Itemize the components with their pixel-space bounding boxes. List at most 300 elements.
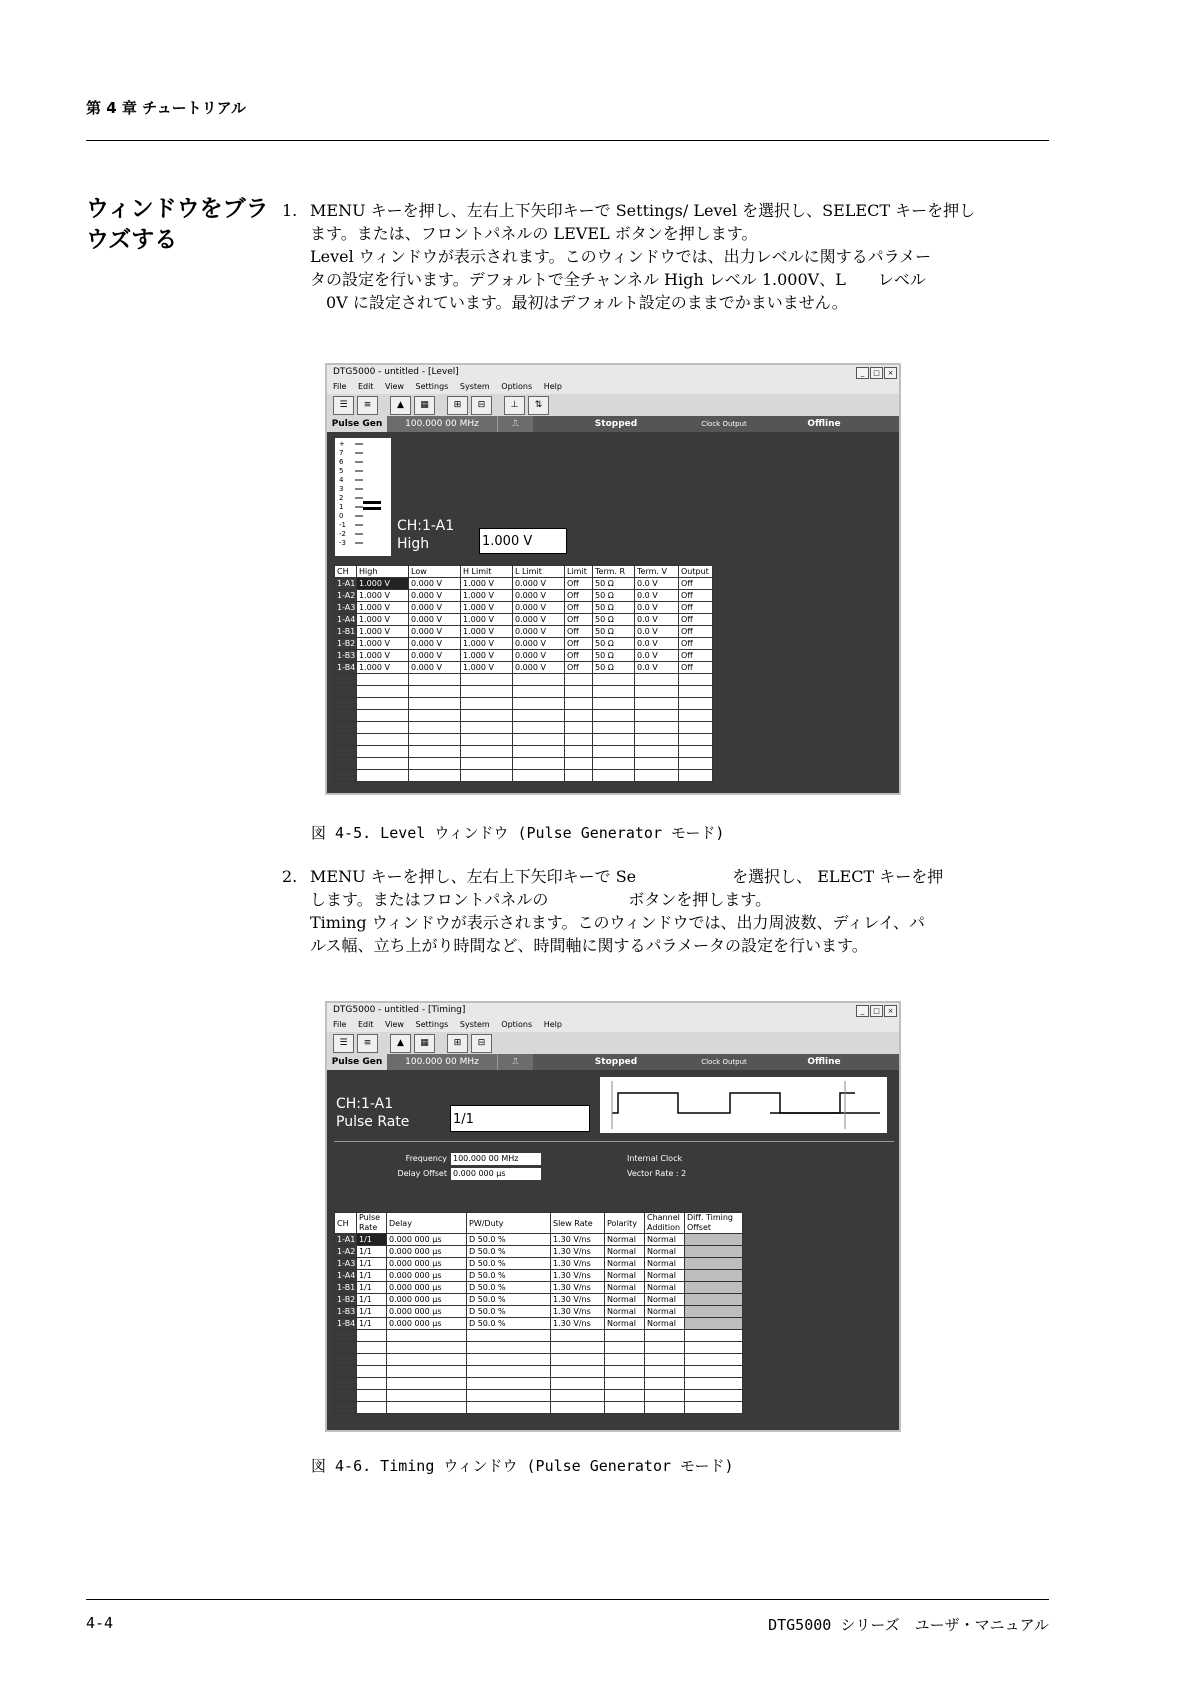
empty-cell xyxy=(335,746,357,758)
table-cell[interactable]: 0.000 V xyxy=(409,638,461,650)
table-cell[interactable]: 1.000 V xyxy=(357,590,409,602)
sequence-tool-icon[interactable]: ▦ xyxy=(414,396,435,415)
table-cell[interactable]: 0.0 V xyxy=(635,650,679,662)
table-cell[interactable]: 50 Ω xyxy=(593,614,635,626)
empty-row xyxy=(335,770,713,782)
table-cell[interactable]: 1/1 xyxy=(357,1270,387,1282)
table-cell[interactable] xyxy=(685,1246,743,1258)
table-cell[interactable]: 0.000 000 µs xyxy=(387,1282,467,1294)
empty-cell xyxy=(605,1378,645,1390)
menu-options[interactable]: Options xyxy=(501,1020,533,1029)
table-cell[interactable]: 1.000 V xyxy=(461,578,513,590)
empty-cell xyxy=(685,1330,743,1342)
empty-cell xyxy=(635,734,679,746)
empty-row xyxy=(335,722,713,734)
empty-row xyxy=(335,710,713,722)
scale-tick: 1 xyxy=(339,503,344,511)
table-cell[interactable]: 0.000 000 µs xyxy=(387,1246,467,1258)
figure-caption-timing: 図 4-6. Timing ウィンドウ (Pulse Generator モード) xyxy=(311,1457,734,1475)
table-cell[interactable]: D 50.0 % xyxy=(467,1258,551,1270)
table-header xyxy=(335,1213,743,1234)
column-header: Channel Addition xyxy=(645,1213,685,1234)
empty-cell xyxy=(409,734,461,746)
table-cell[interactable]: Off xyxy=(565,662,593,674)
menu-view[interactable]: View xyxy=(384,382,404,391)
channel-cell: 1-A3 xyxy=(335,1258,357,1270)
close-icon[interactable]: × xyxy=(884,367,897,379)
table-cell[interactable]: Normal xyxy=(645,1270,685,1282)
channel-cell: 1-A2 xyxy=(335,1246,357,1258)
table-cell[interactable]: Off xyxy=(565,650,593,662)
pattern-tool-icon[interactable]: ▲ xyxy=(390,1034,411,1053)
empty-cell xyxy=(335,770,357,782)
table-cell[interactable]: Normal xyxy=(605,1270,645,1282)
step-2 xyxy=(282,865,1052,957)
table-cell[interactable]: 0.0 V xyxy=(635,578,679,590)
table-cell[interactable]: Off xyxy=(679,626,713,638)
table-cell[interactable]: 50 Ω xyxy=(593,662,635,674)
table-cell[interactable]: Off xyxy=(679,602,713,614)
group-tool-icon[interactable]: ⊟ xyxy=(471,396,492,415)
table-cell[interactable]: 50 Ω xyxy=(593,626,635,638)
channel-cell: 1-A4 xyxy=(335,614,357,626)
column-header: Diff. Timing Offset xyxy=(685,1213,743,1234)
table-row[interactable] xyxy=(335,1306,743,1318)
empty-cell xyxy=(565,770,593,782)
column-header: PW/Duty xyxy=(467,1213,551,1234)
table-cell[interactable]: 0.0 V xyxy=(635,662,679,674)
table-cell[interactable]: 1.000 V xyxy=(357,650,409,662)
table-cell[interactable]: D 50.0 % xyxy=(467,1246,551,1258)
timing-waveform xyxy=(600,1077,887,1133)
table-cell[interactable]: 1.000 V xyxy=(461,650,513,662)
empty-cell xyxy=(551,1354,605,1366)
table-cell[interactable]: 1.000 V xyxy=(357,638,409,650)
table-cell[interactable]: 0.000 V xyxy=(409,650,461,662)
table-cell[interactable]: 1.30 V/ns xyxy=(551,1258,605,1270)
table-cell[interactable]: 0.0 V xyxy=(635,614,679,626)
step-line: します。またはフロントパネルの ボタンを押します。 xyxy=(310,890,772,909)
mode-indicator: Pulse Gen xyxy=(327,416,387,432)
table-cell[interactable] xyxy=(685,1234,743,1246)
close-icon[interactable]: × xyxy=(884,1005,897,1017)
empty-cell xyxy=(565,686,593,698)
minimize-icon[interactable]: _ xyxy=(856,1005,869,1017)
empty-cell xyxy=(409,722,461,734)
empty-cell xyxy=(685,1366,743,1378)
table-row[interactable] xyxy=(335,650,713,662)
sequence-tool-icon[interactable]: ▦ xyxy=(414,1034,435,1053)
table-cell[interactable]: 0.000 000 µs xyxy=(387,1234,467,1246)
delay-offset-input[interactable]: 0.000 000 µs xyxy=(451,1168,541,1180)
column-header: Delay xyxy=(387,1213,467,1234)
table-cell[interactable]: D 50.0 % xyxy=(467,1306,551,1318)
frequency-input[interactable]: 100.000 00 MHz xyxy=(451,1153,541,1165)
empty-cell xyxy=(409,698,461,710)
table-cell[interactable]: 50 Ω xyxy=(593,578,635,590)
empty-cell xyxy=(335,1366,357,1378)
table-cell[interactable]: Normal xyxy=(645,1234,685,1246)
empty-cell xyxy=(565,710,593,722)
empty-cell xyxy=(685,1354,743,1366)
table-cell[interactable]: 50 Ω xyxy=(593,638,635,650)
empty-cell xyxy=(635,722,679,734)
empty-cell xyxy=(593,746,635,758)
table-row[interactable] xyxy=(335,1246,743,1258)
empty-cell xyxy=(635,686,679,698)
empty-cell xyxy=(565,722,593,734)
table-cell[interactable]: Off xyxy=(679,638,713,650)
table-row[interactable] xyxy=(335,614,713,626)
empty-cell xyxy=(513,758,565,770)
menu-edit[interactable]: Edit xyxy=(357,382,374,391)
empty-cell xyxy=(335,698,357,710)
table-cell[interactable]: 0.000 V xyxy=(409,602,461,614)
group-tool-icon[interactable]: ⊟ xyxy=(471,1034,492,1053)
high-level-input[interactable]: 1.000 V xyxy=(479,528,567,554)
table-row[interactable] xyxy=(335,578,713,590)
menu-edit[interactable]: Edit xyxy=(357,1020,374,1029)
pattern-tool-icon[interactable]: ▲ xyxy=(390,396,411,415)
status-bar xyxy=(327,1054,899,1070)
status-bar xyxy=(327,416,899,432)
channel-tool-icon[interactable]: ⊞ xyxy=(447,1034,468,1053)
table-cell[interactable]: Normal xyxy=(605,1282,645,1294)
empty-cell xyxy=(565,698,593,710)
menu-file[interactable]: File xyxy=(333,382,347,391)
empty-cell xyxy=(387,1330,467,1342)
table-cell[interactable]: Off xyxy=(565,626,593,638)
step-line: MENU キーを押し、左右上下矢印キーで Se を選択し、 ELECT キーを押 xyxy=(310,867,944,886)
table-cell[interactable]: 50 Ω xyxy=(593,602,635,614)
table-cell[interactable]: 0.000 V xyxy=(513,662,565,674)
table-cell[interactable]: 1.30 V/ns xyxy=(551,1318,605,1330)
table-cell[interactable]: 0.000 000 µs xyxy=(387,1258,467,1270)
table-cell[interactable]: 0.000 V xyxy=(513,650,565,662)
table-cell[interactable]: 1.000 V xyxy=(461,638,513,650)
table-row[interactable] xyxy=(335,1234,743,1246)
menu-settings[interactable]: Settings xyxy=(415,382,449,391)
empty-cell xyxy=(387,1402,467,1414)
table-row[interactable] xyxy=(335,1294,743,1306)
menu-system[interactable]: System xyxy=(459,1020,490,1029)
empty-cell xyxy=(551,1366,605,1378)
table-cell[interactable]: 0.000 V xyxy=(513,602,565,614)
table-cell[interactable]: 0.000 000 µs xyxy=(387,1294,467,1306)
channel-cell: 1-B2 xyxy=(335,1294,357,1306)
empty-cell xyxy=(593,674,635,686)
maximize-icon[interactable]: □ xyxy=(870,1005,883,1017)
channel-tool-icon[interactable]: ⊞ xyxy=(447,396,468,415)
step-1 xyxy=(282,199,1052,314)
table-cell[interactable]: 50 Ω xyxy=(593,590,635,602)
empty-cell xyxy=(605,1366,645,1378)
table-cell[interactable]: Off xyxy=(565,578,593,590)
table-cell[interactable]: 0.000 V xyxy=(409,662,461,674)
table-cell[interactable]: D 50.0 % xyxy=(467,1234,551,1246)
minimize-icon[interactable]: _ xyxy=(856,367,869,379)
table-cell[interactable]: Off xyxy=(679,650,713,662)
empty-cell xyxy=(645,1390,685,1402)
table-cell[interactable]: 1.000 V xyxy=(357,602,409,614)
empty-cell xyxy=(645,1366,685,1378)
table-cell[interactable]: 1.000 V xyxy=(461,590,513,602)
table-cell[interactable]: Normal xyxy=(605,1258,645,1270)
empty-cell xyxy=(335,1354,357,1366)
table-cell[interactable]: Normal xyxy=(645,1246,685,1258)
menu-help[interactable]: Help xyxy=(543,1020,562,1029)
empty-cell xyxy=(461,770,513,782)
column-header: Polarity xyxy=(605,1213,645,1234)
empty-cell xyxy=(635,770,679,782)
table-row[interactable] xyxy=(335,1258,743,1270)
table-row[interactable] xyxy=(335,662,713,674)
scale-tick: + xyxy=(339,440,345,448)
empty-cell xyxy=(387,1342,467,1354)
table-cell[interactable]: 1/1 xyxy=(357,1294,387,1306)
table-cell[interactable]: 0.0 V xyxy=(635,638,679,650)
table-cell[interactable]: 1/1 xyxy=(357,1318,387,1330)
empty-cell xyxy=(357,698,409,710)
table-cell[interactable]: 1.000 V xyxy=(357,662,409,674)
channel-cell: 1-B3 xyxy=(335,1306,357,1318)
table-cell[interactable] xyxy=(685,1306,743,1318)
table-cell[interactable]: 0.000 V xyxy=(513,578,565,590)
step-line: 0V に設定されています。最初はデフォルト設定のままでかまいません。 xyxy=(310,293,848,312)
table-cell[interactable]: Normal xyxy=(645,1318,685,1330)
table-cell[interactable]: Off xyxy=(565,590,593,602)
empty-cell xyxy=(461,734,513,746)
table-cell[interactable] xyxy=(685,1282,743,1294)
empty-row xyxy=(335,686,713,698)
table-cell[interactable]: Off xyxy=(679,590,713,602)
scale-tick: 2 xyxy=(339,494,344,502)
empty-cell xyxy=(357,758,409,770)
empty-cell xyxy=(679,686,713,698)
empty-cell xyxy=(467,1342,551,1354)
empty-cell xyxy=(513,686,565,698)
table-cell[interactable] xyxy=(685,1258,743,1270)
empty-cell xyxy=(513,722,565,734)
empty-cell xyxy=(461,674,513,686)
empty-cell xyxy=(335,1402,357,1414)
table-cell[interactable]: 1.000 V xyxy=(461,626,513,638)
level-tool-icon[interactable]: ☰ xyxy=(333,1034,354,1053)
scale-tick: 3 xyxy=(339,485,344,493)
table-cell[interactable]: 1/1 xyxy=(357,1282,387,1294)
empty-cell xyxy=(409,710,461,722)
table-cell[interactable]: 0.000 000 µs xyxy=(387,1318,467,1330)
empty-cell xyxy=(635,674,679,686)
timing-window-screenshot xyxy=(325,1001,901,1432)
menu-system[interactable]: System xyxy=(459,382,490,391)
table-cell[interactable]: 1.000 V xyxy=(461,662,513,674)
table-cell[interactable]: 1/1 xyxy=(357,1246,387,1258)
channel-cell: 1-B2 xyxy=(335,638,357,650)
table-cell[interactable] xyxy=(685,1294,743,1306)
empty-cell xyxy=(679,698,713,710)
empty-cell xyxy=(513,746,565,758)
param-label: High xyxy=(397,536,430,552)
table-cell[interactable]: 0.000 V xyxy=(409,578,461,590)
table-cell[interactable]: 1.30 V/ns xyxy=(551,1282,605,1294)
table-cell[interactable]: Off xyxy=(565,638,593,650)
table-cell[interactable]: Off xyxy=(679,614,713,626)
table-cell[interactable]: Normal xyxy=(605,1246,645,1258)
menu-view[interactable]: View xyxy=(384,1020,404,1029)
menu-file[interactable]: File xyxy=(333,1020,347,1029)
pulse-rate-input[interactable]: 1/1 xyxy=(450,1105,590,1132)
table-cell[interactable]: Normal xyxy=(605,1318,645,1330)
table-cell[interactable]: Normal xyxy=(645,1282,685,1294)
table-cell[interactable]: 1/1 xyxy=(357,1306,387,1318)
table-cell[interactable]: D 50.0 % xyxy=(467,1270,551,1282)
empty-row xyxy=(335,1342,743,1354)
empty-cell xyxy=(357,722,409,734)
table-cell[interactable]: 1/1 xyxy=(357,1258,387,1270)
table-cell[interactable]: 0.000 000 µs xyxy=(387,1270,467,1282)
menu-options[interactable]: Options xyxy=(501,382,533,391)
timing-tool-icon[interactable]: ≡ xyxy=(357,1034,378,1053)
empty-cell xyxy=(357,1378,387,1390)
table-row[interactable] xyxy=(335,1270,743,1282)
scale-tick: -2 xyxy=(339,530,346,538)
table-cell[interactable]: 0.0 V xyxy=(635,590,679,602)
table-cell[interactable]: 1.000 V xyxy=(357,614,409,626)
maximize-icon[interactable]: □ xyxy=(870,367,883,379)
empty-cell xyxy=(679,710,713,722)
empty-row xyxy=(335,746,713,758)
table-cell[interactable]: 1.30 V/ns xyxy=(551,1294,605,1306)
table-cell[interactable]: 50 Ω xyxy=(593,650,635,662)
empty-cell xyxy=(461,698,513,710)
table-cell[interactable]: 1.000 V xyxy=(357,578,409,590)
table-row[interactable] xyxy=(335,590,713,602)
table-cell[interactable]: 0.000 V xyxy=(409,614,461,626)
table-cell[interactable]: 0.000 V xyxy=(513,590,565,602)
table-cell[interactable]: 1/1 xyxy=(357,1234,387,1246)
empty-cell xyxy=(335,1390,357,1402)
table-cell[interactable]: 0.0 V xyxy=(635,626,679,638)
table-cell[interactable]: 1.000 V xyxy=(461,614,513,626)
table-cell[interactable] xyxy=(685,1318,743,1330)
level-bars xyxy=(353,438,387,556)
empty-cell xyxy=(685,1378,743,1390)
empty-cell xyxy=(387,1354,467,1366)
empty-row xyxy=(335,1402,743,1414)
column-header: CH xyxy=(335,1213,357,1234)
channel-label: CH:1-A1 xyxy=(397,518,455,534)
swap-tool-icon[interactable]: ⇅ xyxy=(528,396,549,415)
table-cell[interactable]: Normal xyxy=(645,1258,685,1270)
table-cell[interactable]: Normal xyxy=(605,1234,645,1246)
table-cell[interactable]: Off xyxy=(565,602,593,614)
table-cell[interactable]: 1.000 V xyxy=(357,626,409,638)
empty-row xyxy=(335,1354,743,1366)
param-label: Pulse Rate xyxy=(336,1114,410,1130)
table-cell[interactable]: D 50.0 % xyxy=(467,1318,551,1330)
empty-cell xyxy=(635,710,679,722)
empty-cell xyxy=(551,1342,605,1354)
empty-cell xyxy=(467,1354,551,1366)
delay-offset-label: Delay Offset xyxy=(397,1169,447,1178)
table-cell[interactable] xyxy=(685,1270,743,1282)
empty-cell xyxy=(551,1390,605,1402)
empty-cell xyxy=(605,1354,645,1366)
empty-cell xyxy=(635,746,679,758)
empty-cell xyxy=(409,686,461,698)
page-number: 4-4 xyxy=(86,1614,114,1632)
table-cell[interactable]: D 50.0 % xyxy=(467,1282,551,1294)
table-cell[interactable]: Normal xyxy=(605,1294,645,1306)
empty-row xyxy=(335,1390,743,1402)
table-cell[interactable]: Normal xyxy=(605,1306,645,1318)
table-cell[interactable]: 0.000 V xyxy=(513,614,565,626)
table-row[interactable] xyxy=(335,638,713,650)
table-cell[interactable]: 0.000 V xyxy=(513,626,565,638)
empty-cell xyxy=(679,734,713,746)
table-cell[interactable]: 1.30 V/ns xyxy=(551,1246,605,1258)
table-cell[interactable]: 1.30 V/ns xyxy=(551,1270,605,1282)
table-cell[interactable]: Normal xyxy=(645,1306,685,1318)
window-titlebar xyxy=(327,1003,899,1018)
table-cell[interactable]: 0.000 V xyxy=(409,590,461,602)
empty-row xyxy=(335,674,713,686)
empty-cell xyxy=(685,1390,743,1402)
timing-tool-icon[interactable]: ≡ xyxy=(357,396,378,415)
empty-cell xyxy=(593,758,635,770)
table-cell[interactable]: 0.000 V xyxy=(409,626,461,638)
table-cell[interactable]: Normal xyxy=(645,1294,685,1306)
empty-cell xyxy=(357,710,409,722)
menu-help[interactable]: Help xyxy=(543,382,562,391)
empty-cell xyxy=(335,734,357,746)
column-header: High xyxy=(357,566,409,578)
table-cell[interactable]: 0.000 000 µs xyxy=(387,1306,467,1318)
table-cell[interactable]: 1.000 V xyxy=(461,602,513,614)
level-tool-icon[interactable]: ☰ xyxy=(333,396,354,415)
table-row[interactable] xyxy=(335,1318,743,1330)
table-cell[interactable]: Off xyxy=(679,662,713,674)
table-row[interactable] xyxy=(335,602,713,614)
empty-cell xyxy=(467,1378,551,1390)
table-cell[interactable]: D 50.0 % xyxy=(467,1294,551,1306)
table-row[interactable] xyxy=(335,1282,743,1294)
jitter-tool-icon[interactable]: ⊥ xyxy=(504,396,525,415)
step-number: 1. xyxy=(282,201,298,220)
table-cell[interactable]: 1.30 V/ns xyxy=(551,1234,605,1246)
table-cell[interactable]: Off xyxy=(565,614,593,626)
empty-cell xyxy=(461,722,513,734)
table-cell[interactable]: Off xyxy=(679,578,713,590)
empty-cell xyxy=(605,1402,645,1414)
menu-settings[interactable]: Settings xyxy=(415,1020,449,1029)
footer-rule xyxy=(86,1599,1049,1600)
table-cell[interactable]: 1.30 V/ns xyxy=(551,1306,605,1318)
table-cell[interactable]: 0.000 V xyxy=(513,638,565,650)
empty-cell xyxy=(679,722,713,734)
table-cell[interactable]: 0.0 V xyxy=(635,602,679,614)
empty-cell xyxy=(335,1342,357,1354)
empty-row xyxy=(335,1330,743,1342)
empty-cell xyxy=(335,1378,357,1390)
channel-cell: 1-B4 xyxy=(335,1318,357,1330)
empty-cell xyxy=(387,1366,467,1378)
column-header: H Limit xyxy=(461,566,513,578)
empty-cell xyxy=(551,1402,605,1414)
column-header: Output xyxy=(679,566,713,578)
table-row[interactable] xyxy=(335,626,713,638)
